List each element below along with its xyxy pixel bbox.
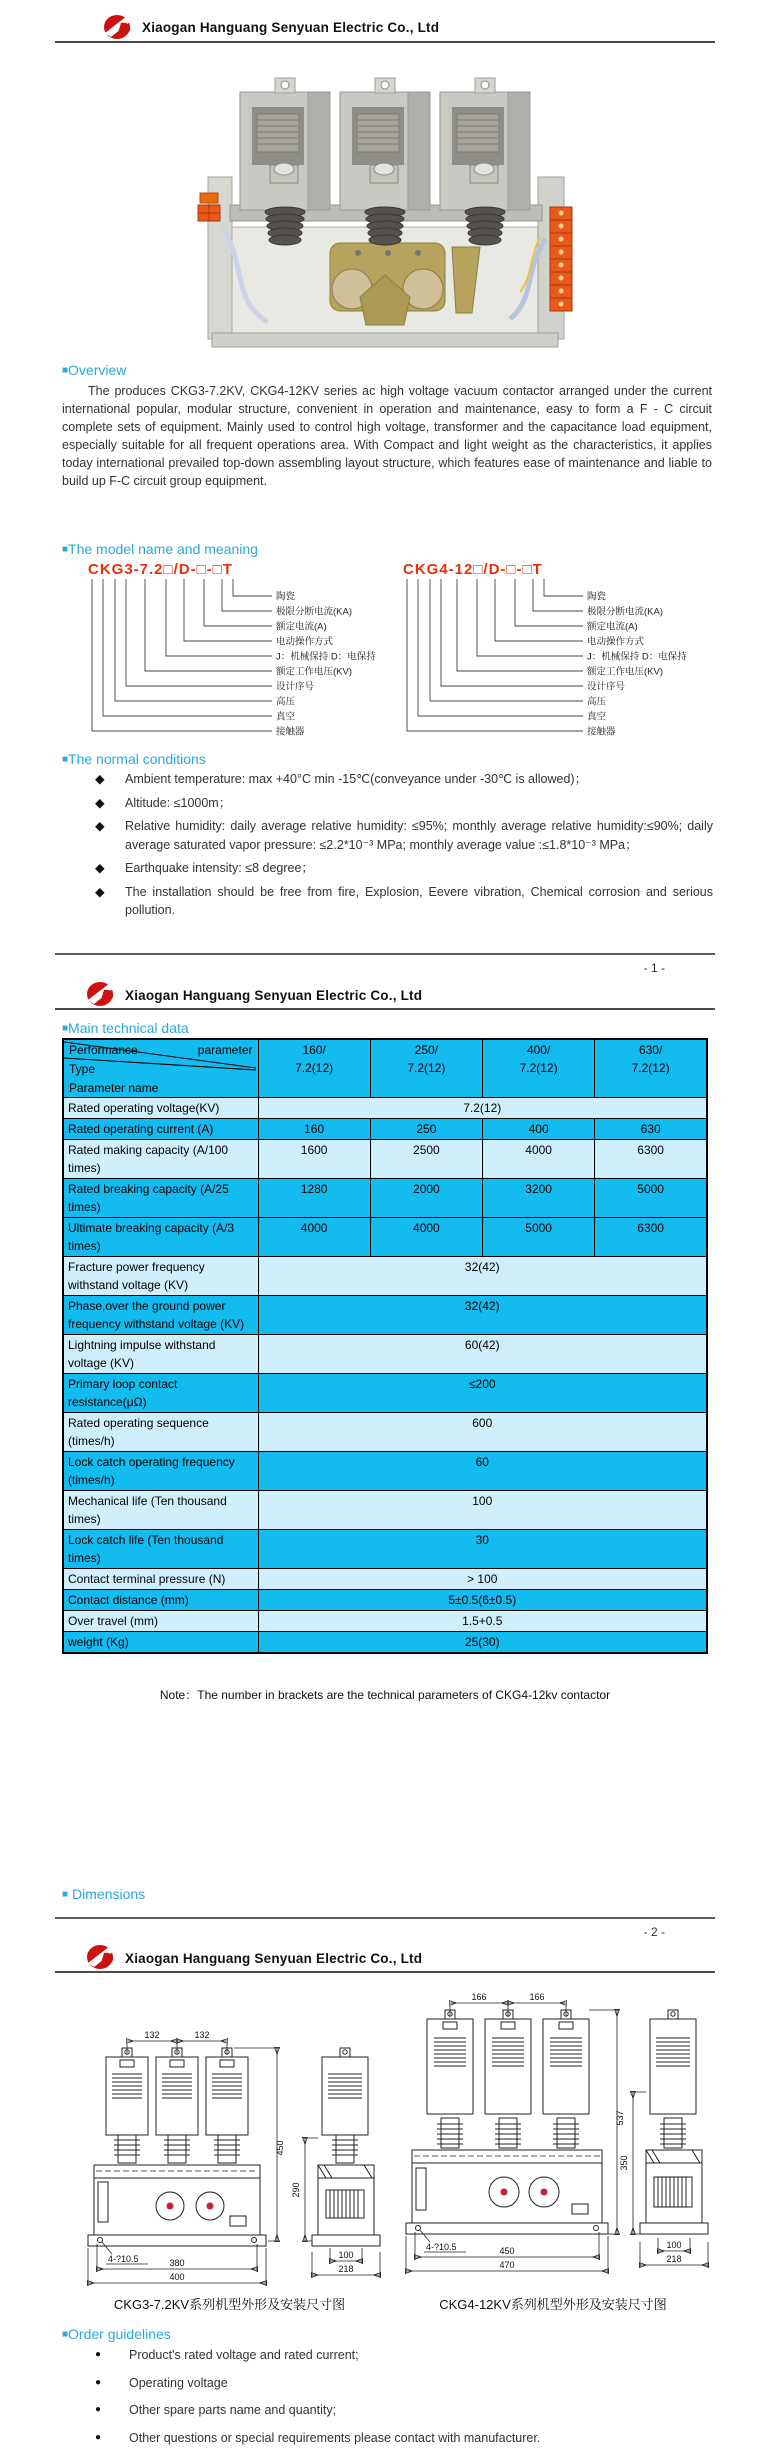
note-text: The number in brackets are the technical parameters of CKG4-12kv contactor: [197, 1688, 611, 1702]
dim-label: 132: [144, 2030, 160, 2040]
overview-paragraph: The produces CKG3-7.2KV, CKG4-12KV series ac high voltage vacuum contactor arranged under the current international popular, modular structure, convenient in operation and maintenance, easy to form a F - C circuit complete sets of equipment. Mainly used to control high voltage, transformer and the capacitance load equipment, especially suitable for all frequent operations area. With Compact and light weight as the characteristics, it applies today international prevailed top-down assembling layout structure, which features ease of maintenance and liable to build up F-C circuit group equipment.: [62, 384, 712, 488]
dim-label: 400: [169, 2272, 185, 2282]
page-divider: [55, 1917, 715, 1919]
terminal-strip-right: [550, 207, 572, 311]
dim-label: 450: [275, 2140, 285, 2156]
model-label: 高压: [587, 696, 607, 708]
section-title-conditions: [62, 751, 206, 767]
company-name: Xiaogan Hanguang Senyuan Electric Co., Ltd: [125, 1951, 423, 1966]
model-label: 额定电流(A): [276, 621, 327, 633]
section-title-order: [62, 2326, 171, 2342]
dim-label: 4-?10.5: [426, 2242, 457, 2252]
company-name: Xiaogan Hanguang Senyuan Electric Co., Ltd: [125, 988, 423, 1003]
list-item: ● Product's rated voltage and rated current;: [95, 2346, 713, 2365]
table-row: Primary loop contact resistance(μΩ) ≤200: [63, 1373, 707, 1412]
corner-parameter: parameter: [197, 1043, 253, 1057]
conditions-list: [95, 770, 713, 925]
dim-label: 132: [194, 2030, 210, 2040]
section-title-text: Overview: [68, 362, 127, 378]
diamond-bullet-icon: ◆: [95, 795, 105, 810]
model-label: J：机械保持 D：电保持: [587, 651, 687, 663]
model-code-ckg4: CKG4-12□/D-□-□T: [403, 561, 543, 578]
model-label: 高压: [276, 696, 296, 708]
list-item: ● Other spare parts name and quantity;: [95, 2401, 713, 2420]
model-label: 接触器: [276, 726, 305, 738]
section-title-technical: [62, 1020, 189, 1036]
section-marker: ■: [62, 2329, 69, 2340]
terminal-block-left: [198, 193, 220, 221]
section-title-text: Dimensions: [72, 1886, 146, 1902]
dim-label: 100: [666, 2240, 682, 2250]
circle-bullet-icon: ●: [95, 2404, 102, 2415]
circle-bullet-icon: ●: [95, 2431, 102, 2443]
dim-label: 218: [666, 2254, 682, 2264]
table-corner-cell: [63, 1039, 258, 1097]
table-row: Rated operating sequence (times/h) 600: [63, 1412, 707, 1451]
table-row: Rated operating current (A) 160 250 400 630: [63, 1118, 707, 1139]
header-rule: [55, 41, 715, 43]
company-name: Xiaogan Hanguang Senyuan Electric Co., Ltd: [142, 20, 440, 35]
order-guidelines-list: [95, 2346, 713, 2456]
column-header: 160/ 7.2(12): [258, 1039, 370, 1097]
dim-label: 450: [499, 2246, 515, 2256]
table-row: Contact terminal pressure (N) > 100: [63, 1568, 707, 1589]
section-title-dimensions: [62, 1886, 145, 1902]
dim-label: 350: [619, 2155, 629, 2171]
company-logo: [103, 13, 135, 41]
table-row: Phase,over the ground power frequency withstand voltage (KV) 32(42): [63, 1295, 707, 1334]
model-label: 接触器: [587, 726, 616, 738]
diamond-bullet-icon: ◆: [95, 861, 105, 875]
section-marker: ■: [62, 544, 69, 555]
dim-label: 166: [471, 1992, 487, 2002]
section-title-text: The normal conditions: [68, 751, 206, 767]
section-title-overview: [62, 362, 126, 378]
drawing-caption-ckg3: CKG3-7.2KV系列机型外形及安装尺寸图: [113, 2297, 346, 2312]
model-label: 额定工作电压(KV): [276, 666, 353, 678]
section-marker: ■: [62, 754, 69, 765]
dim-label: 4-?10.5: [108, 2254, 139, 2264]
technical-data-table: [62, 1038, 708, 1654]
column-header: 400/ 7.2(12): [483, 1039, 595, 1097]
diamond-bullet-icon: ◆: [95, 772, 105, 786]
table-row: Mechanical life (Ten thousand times) 100: [63, 1490, 707, 1529]
page-number-1: - 1 -: [643, 961, 665, 975]
model-label: 极限分断电流(KA): [276, 606, 353, 618]
company-logo: [86, 1943, 118, 1971]
column-header: 630/ 7.2(12): [595, 1039, 707, 1097]
dim-label: 290: [291, 2182, 301, 2198]
header-rule: [55, 1008, 715, 1010]
table-row: Lightning impulse withstand voltage (KV) 60(42): [63, 1334, 707, 1373]
dimension-drawing-ckg3: [72, 2030, 387, 2297]
dim-label: 166: [529, 1992, 545, 2002]
company-logo: [86, 980, 118, 1008]
dim-label: 537: [615, 2110, 625, 2126]
table-row: Rated breaking capacity (A/25 times) 1280 2000 3200 5000: [63, 1178, 707, 1217]
model-code-ckg3: CKG3-7.2□/D-□-□T: [88, 561, 233, 578]
model-label: 电动操作方式: [587, 636, 645, 648]
list-item: ● Other questions or special requirements please contact with manufacturer.: [95, 2429, 713, 2448]
diamond-bullet-icon: ◆: [95, 884, 105, 899]
column-header: 250/ 7.2(12): [370, 1039, 482, 1097]
diamond-bullet-icon: ◆: [95, 819, 105, 833]
corner-parameter-name: Parameter name: [69, 1081, 159, 1095]
table-row: weight (Kg) 25(30): [63, 1631, 707, 1653]
corner-type: Type: [69, 1062, 96, 1076]
list-item: ◆ Earthquake intensity: ≤8 degree；: [95, 859, 713, 878]
section-title-model: [62, 541, 258, 557]
table-row: Over travel (mm) 1.5+0.5: [63, 1610, 707, 1631]
logo-icon: [86, 1943, 118, 1971]
section-marker: ■: [62, 1023, 69, 1034]
logo-icon: [103, 13, 135, 41]
list-item: ● Operating voltage: [95, 2374, 713, 2393]
dim-label: 218: [338, 2264, 354, 2274]
list-item: ◆ Ambient temperature: max +40°C min -15℃(conveyance under -30℃ is allowed)；: [95, 770, 713, 789]
model-label: J：机械保持 D：电保持: [276, 651, 376, 663]
circle-bullet-icon: ●: [95, 2376, 102, 2388]
dimension-drawing-ckg4: [388, 1992, 718, 2297]
section-title-text: Order guidelines: [68, 2326, 171, 2342]
section-title-text: The model name and meaning: [68, 541, 258, 557]
list-item: ◆ Altitude: ≤1000m；: [95, 794, 713, 813]
model-label: 设计序号: [587, 681, 626, 693]
model-label: 极限分断电流(KA): [587, 606, 664, 618]
list-item: ◆ The installation should be free from fire, Explosion, Eevere vibration, Chemical corrosion and serious pollution.: [95, 883, 713, 920]
page-divider: [55, 953, 715, 955]
model-label: 电动操作方式: [276, 636, 334, 648]
table-row: Lock catch operating frequency (times/h) 60: [63, 1451, 707, 1490]
table-row: Rated operating voltage(KV) 7.2(12): [63, 1097, 707, 1118]
model-label: 设计序号: [276, 681, 315, 693]
model-label: 额定工作电压(KV): [587, 666, 664, 678]
table-row: Lock catch life (Ten thousand times) 30: [63, 1529, 707, 1568]
circle-bullet-icon: ●: [95, 2349, 102, 2360]
table-row: Contact distance (mm) 5±0.5(6±0.5): [63, 1589, 707, 1610]
table-row: Fracture power frequency withstand voltage (KV) 32(42): [63, 1256, 707, 1295]
section-marker: ■: [62, 365, 69, 376]
header-rule: [55, 1971, 715, 1973]
note-label: Note：: [159, 1688, 198, 1702]
table-note: [62, 1686, 708, 1703]
section-title-text: Main technical data: [68, 1020, 189, 1036]
dim-label: 100: [338, 2250, 354, 2260]
model-label: 真空: [587, 711, 607, 723]
drawing-caption-ckg4: CKG4-12KV系列机型外形及安装尺寸图: [439, 2297, 667, 2312]
model-diagram-ckg3: [80, 559, 390, 750]
model-label: 真空: [276, 711, 296, 723]
model-diagram-ckg4: [395, 559, 715, 750]
section-marker: ■: [62, 1889, 69, 1900]
model-label: 陶瓷: [276, 591, 296, 603]
product-photo: [180, 57, 590, 357]
corner-performance: Performance: [69, 1043, 138, 1057]
list-item: ◆ Relative humidity: daily average relative humidity: ≤95%; monthly average relative humidity:≤90%; daily average saturated vapor pressure: ≤2.2*10⁻³ MPa; monthly average value :≤1.8*10⁻³ MPa；: [95, 817, 713, 854]
dim-label: 380: [169, 2258, 185, 2268]
table-row: Ultimate breaking capacity (A/3 times) 4000 4000 5000 6300: [63, 1217, 707, 1256]
logo-icon: [86, 980, 118, 1008]
table-row: Rated making capacity (A/100 times) 1600 2500 4000 6300: [63, 1139, 707, 1178]
model-label: 额定电流(A): [587, 621, 638, 633]
model-label: 陶瓷: [587, 591, 607, 603]
dim-label: 470: [499, 2260, 515, 2270]
page-number-2: - 2 -: [643, 1925, 665, 1939]
